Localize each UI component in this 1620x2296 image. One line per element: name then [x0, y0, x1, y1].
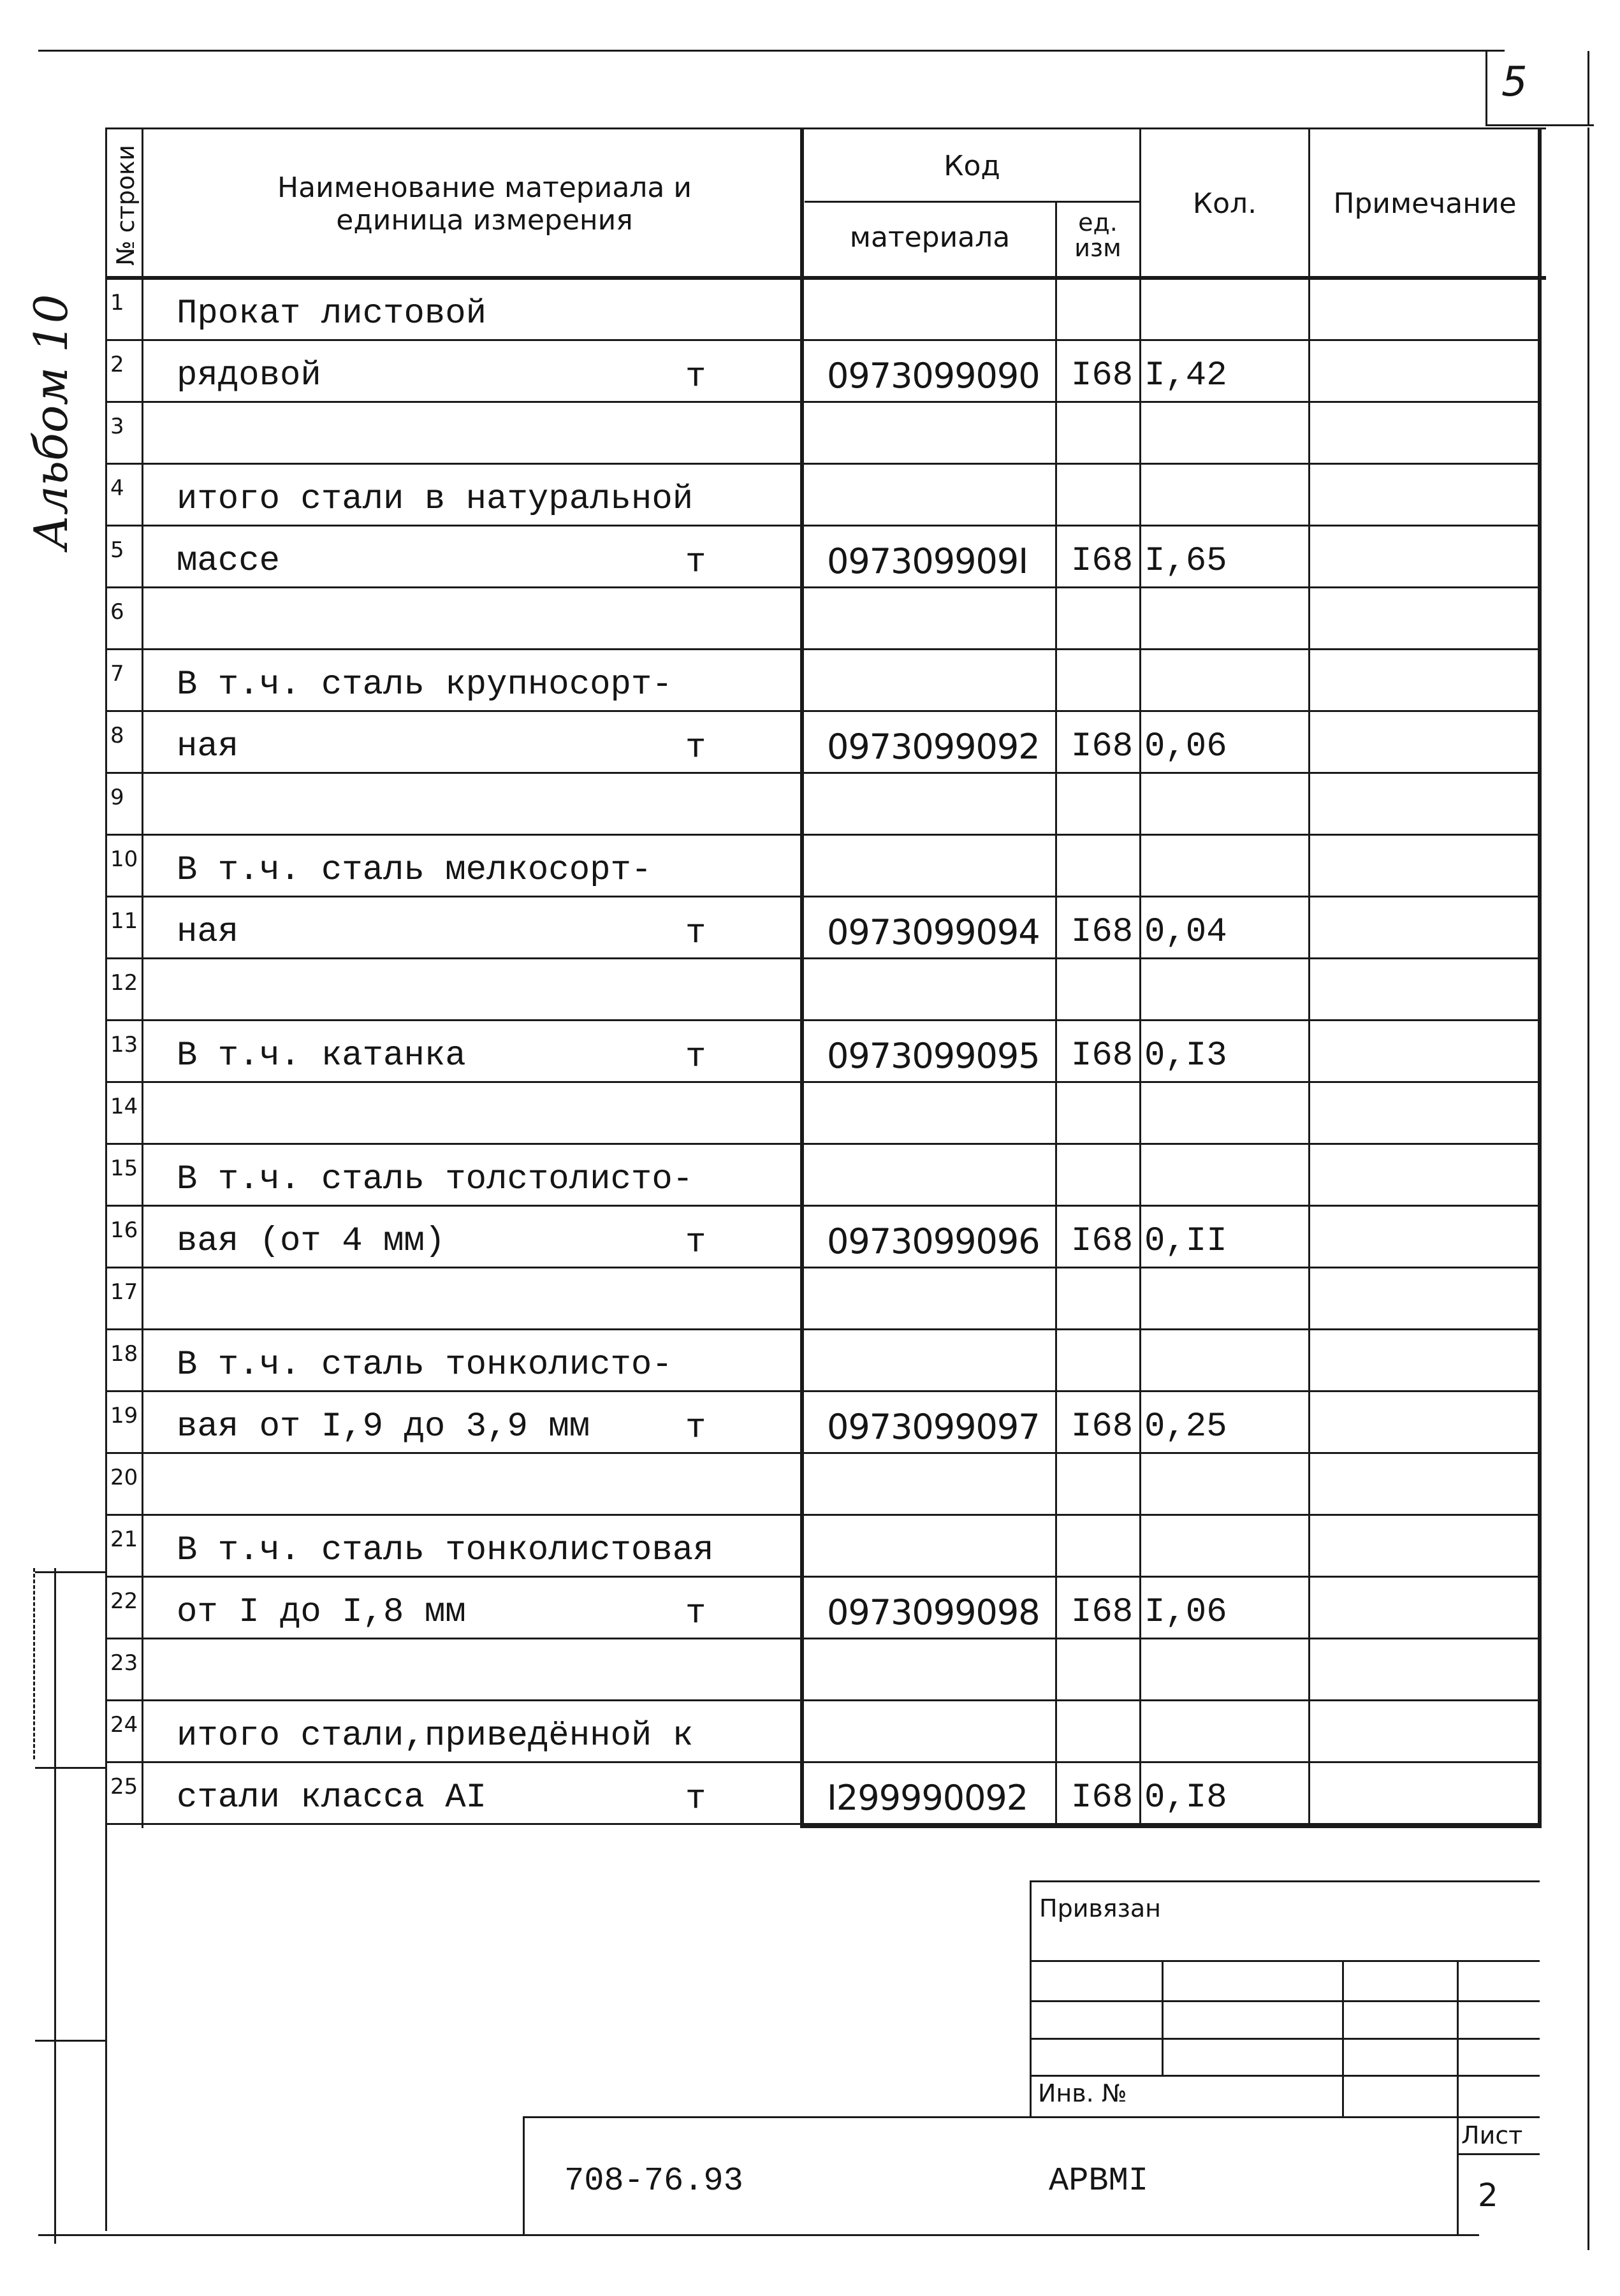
row-code: 0973099090 [827, 356, 1040, 396]
table-row [105, 1454, 1540, 1516]
table-row [105, 959, 1540, 1021]
table-row [105, 1763, 1540, 1825]
row-unit: т [685, 358, 706, 396]
row-code: 097309909I [827, 541, 1028, 581]
row-number: 24 [110, 1712, 138, 1738]
row-name: В т.ч. сталь крупносорт- [177, 665, 673, 704]
row-code: 0973099092 [827, 727, 1040, 767]
row-code: I299990092 [827, 1778, 1028, 1818]
row-number: 10 [110, 846, 138, 872]
stamp-inv-label: Инв. № [1038, 2079, 1127, 2107]
stamp-left [1030, 1880, 1032, 2116]
row-code-unit: I68 [1071, 356, 1134, 395]
row-number: 1 [110, 290, 124, 316]
header-code: Код [944, 150, 1000, 182]
row-code-unit: I68 [1071, 913, 1134, 952]
stamp-col-3 [1457, 1960, 1459, 2234]
row-name: рядовой [177, 356, 321, 395]
row-number: 4 [110, 476, 124, 501]
row-unit: т [685, 543, 706, 582]
row-number: 20 [110, 1465, 138, 1490]
row-name: вая (от 4 мм) [177, 1222, 446, 1261]
stamp-col-2 [1342, 1960, 1344, 2116]
table-row [105, 588, 1540, 650]
row-qty: 0,25 [1144, 1407, 1227, 1446]
row-number: 8 [110, 723, 124, 748]
row-code-unit: I68 [1071, 1778, 1134, 1817]
table-row [105, 403, 1540, 465]
row-name: ная [177, 913, 239, 952]
row-number: 21 [110, 1527, 138, 1552]
row-name: вая от I,9 до 3,9 мм [177, 1407, 590, 1446]
row-code: 0973099095 [827, 1036, 1040, 1076]
row-name: от I до I,8 мм [177, 1593, 466, 1632]
header-row-no: № строки [112, 145, 140, 266]
row-qty: I,42 [1144, 356, 1227, 395]
stamp-line-1 [1030, 1960, 1540, 1962]
row-name: массе [177, 542, 281, 581]
table-row [105, 1083, 1540, 1145]
row-number: 5 [110, 537, 124, 563]
row-name: итого стали,приведённой к [177, 1717, 694, 1755]
table-row [105, 1021, 1540, 1083]
stamp-top [1030, 1880, 1540, 1882]
table-row [105, 774, 1540, 836]
row-number: 3 [110, 414, 124, 439]
table-row [105, 527, 1540, 588]
row-name: В т.ч. катанка [177, 1036, 466, 1075]
row-unit: т [685, 1594, 706, 1633]
row-unit: т [685, 914, 706, 953]
row-name: стали класса АI [177, 1778, 487, 1817]
stamp-attached-label: Привязан [1039, 1894, 1161, 1922]
row-name: В т.ч. сталь тонколистовая [177, 1531, 714, 1570]
row-unit: т [685, 1223, 706, 1262]
table-row [105, 1268, 1540, 1330]
row-code: 0973099096 [827, 1221, 1040, 1261]
doc-code: АРВМI [1049, 2162, 1149, 2200]
row-code-unit: I68 [1071, 1036, 1134, 1075]
sheet-corner-number: 5 [1501, 59, 1528, 106]
row-number: 18 [110, 1341, 138, 1367]
table-row [105, 1701, 1540, 1763]
row-number: 17 [110, 1279, 138, 1305]
table-row [105, 341, 1540, 403]
stamp-line-4 [1030, 2075, 1540, 2077]
sheet-label: Лист [1461, 2121, 1523, 2149]
table-row [105, 712, 1540, 774]
row-code: 0973099094 [827, 912, 1040, 952]
stamp-col-1 [1162, 1960, 1164, 2075]
row-name: В т.ч. сталь толстолисто- [177, 1160, 694, 1199]
row-number: 6 [110, 599, 124, 625]
stamp-line-3 [1030, 2038, 1540, 2040]
row-code-unit: I68 [1071, 1407, 1134, 1446]
table-row [105, 897, 1540, 959]
row-number: 7 [110, 661, 124, 687]
title-block-left [523, 2116, 525, 2234]
row-qty: 0,II [1144, 1222, 1227, 1261]
row-code: 0973099097 [827, 1407, 1040, 1447]
row-number: 2 [110, 352, 124, 377]
row-qty: 0,06 [1144, 727, 1227, 766]
table-row [105, 1516, 1540, 1578]
row-number: 16 [110, 1217, 138, 1243]
stamp-line-2 [1030, 2000, 1540, 2002]
table-row [105, 1330, 1540, 1392]
title-block-top [523, 2116, 1540, 2118]
table-row [105, 650, 1540, 712]
table-row [105, 1392, 1540, 1454]
table-row [105, 1578, 1540, 1639]
row-qty: I,06 [1144, 1593, 1227, 1632]
row-name: итого стали в натуральной [177, 480, 694, 519]
row-number: 22 [110, 1588, 138, 1614]
table-row [105, 1639, 1540, 1701]
row-name: В т.ч. сталь мелкосорт- [177, 851, 652, 890]
row-number: 25 [110, 1774, 138, 1799]
sheet-number: 2 [1478, 2177, 1498, 2214]
row-code: 0973099098 [827, 1592, 1040, 1632]
row-code-unit: I68 [1071, 727, 1134, 766]
table-row [105, 1145, 1540, 1207]
row-unit: т [685, 729, 706, 767]
row-number: 12 [110, 970, 138, 996]
header-name: Наименование материала и единица измерения [277, 171, 692, 236]
table-row [105, 279, 1540, 341]
row-qty: I,65 [1144, 542, 1227, 581]
header-qty: Кол. [1192, 187, 1257, 220]
row-number: 11 [110, 908, 138, 934]
row-unit: т [685, 1038, 706, 1077]
doc-number: 708-76.93 [564, 2162, 743, 2200]
row-number: 9 [110, 785, 124, 810]
header-code-unit: ед. изм [1074, 208, 1121, 262]
row-number: 14 [110, 1094, 138, 1119]
table-row [105, 1207, 1540, 1268]
row-qty: 0,04 [1144, 913, 1227, 952]
row-name: Прокат листовой [177, 294, 487, 333]
table-row [105, 836, 1540, 897]
row-number: 23 [110, 1650, 138, 1676]
table-row [105, 465, 1540, 527]
row-code-unit: I68 [1071, 1593, 1134, 1632]
header-code-material: материала [849, 221, 1011, 254]
row-name: ная [177, 727, 239, 766]
row-qty: 0,I8 [1144, 1778, 1227, 1817]
row-unit: т [685, 1409, 706, 1448]
row-unit: т [685, 1780, 706, 1819]
row-number: 13 [110, 1032, 138, 1057]
sheet-label-line [1457, 2153, 1540, 2155]
header-note: Примечание [1333, 187, 1517, 220]
row-qty: 0,I3 [1144, 1036, 1227, 1075]
row-code-unit: I68 [1071, 542, 1134, 581]
row-number: 19 [110, 1403, 138, 1428]
side-label: Альбом 10 [24, 294, 78, 550]
row-name: В т.ч. сталь тонколисто- [177, 1346, 673, 1384]
row-code-unit: I68 [1071, 1222, 1134, 1261]
table-bottom [800, 1824, 1540, 1828]
row-number: 15 [110, 1156, 138, 1181]
